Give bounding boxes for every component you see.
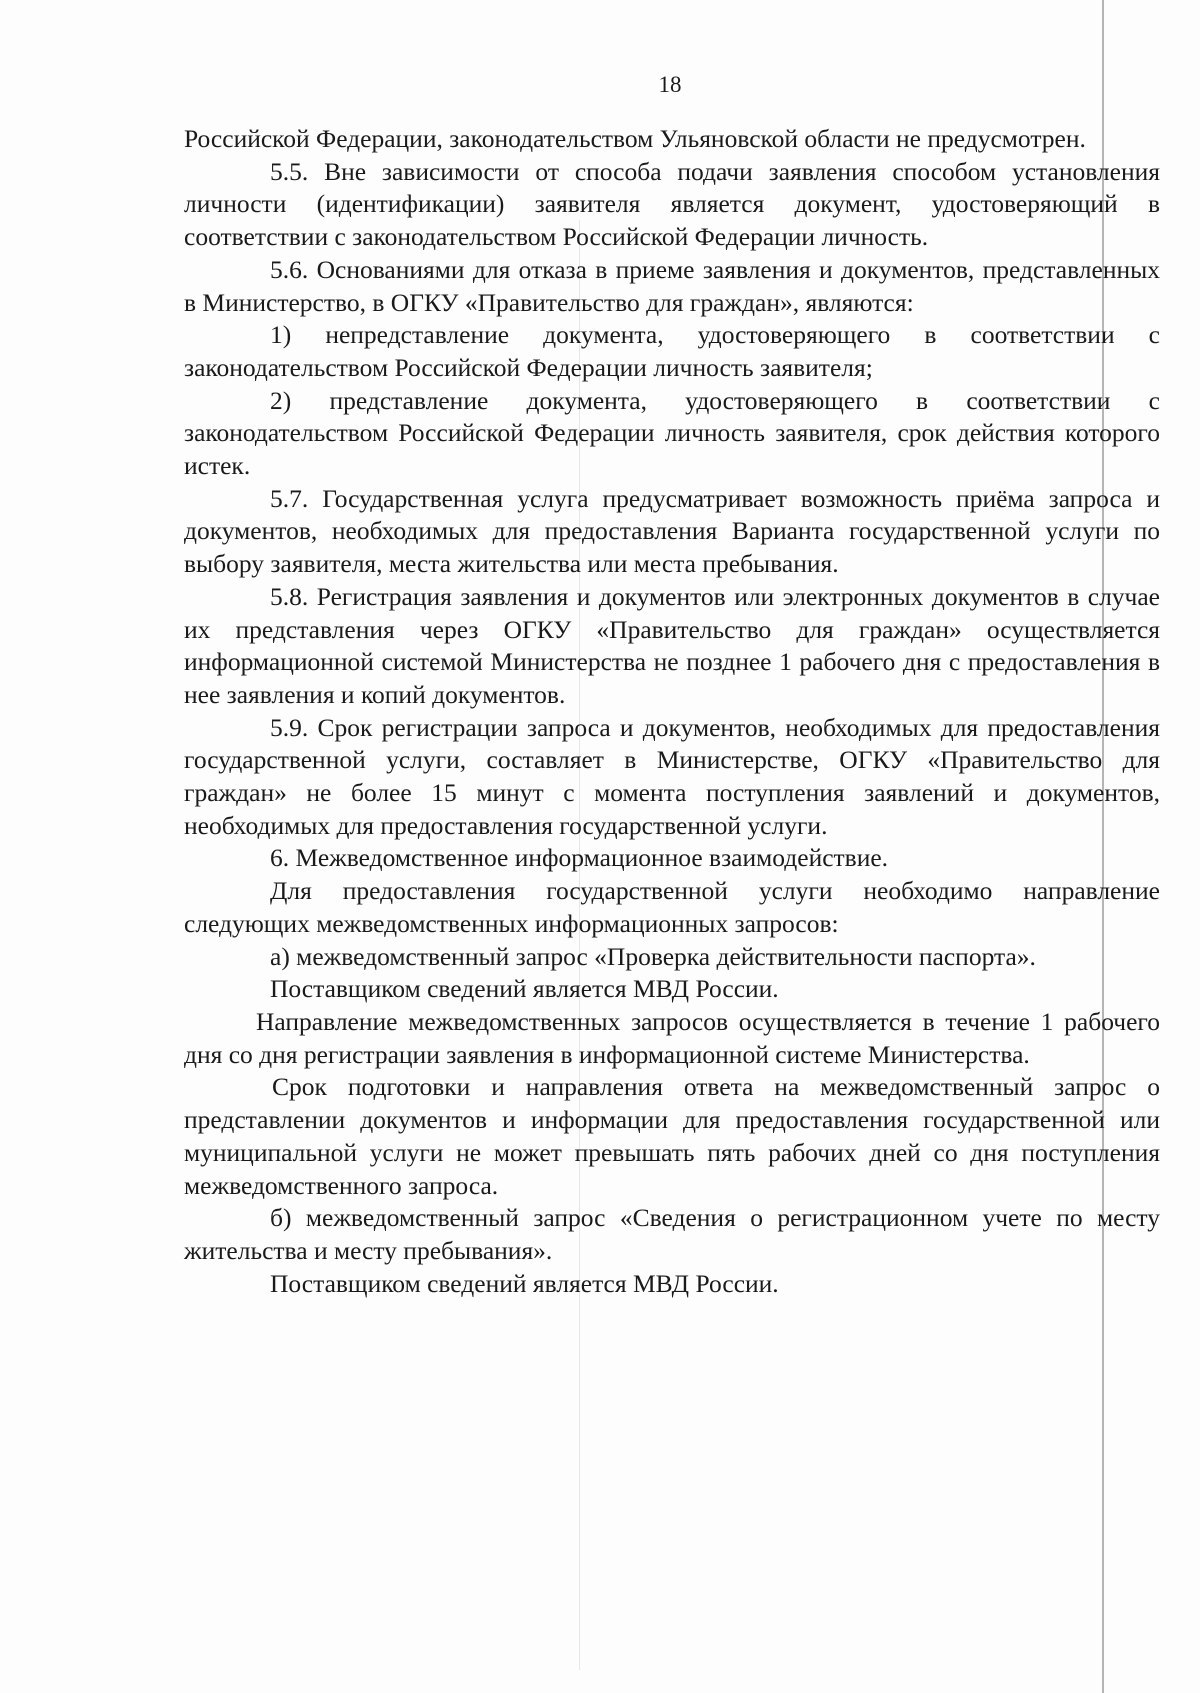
request-b: б) межведомственный запрос «Сведения о регистрационном учете по месту жительства и месту пребывания». [184, 1203, 1160, 1265]
paragraph-continuation: Российской Федерации, законодательством Ульяновской области не предусмотрен. [184, 124, 1086, 153]
paragraph-5-7: 5.7. Государственная услуга предусматривает возможность приёма запроса и документов, необходимых для предоставления Варианта государственной услуги по выбору заявителя, места жительства или места пребывания. [184, 483, 1160, 579]
list-item-1: 1) непредставление документа, удостоверяющего в соответствии с законодательством Российской Федерации личность заявителя; [184, 320, 1160, 382]
document-body [184, 123, 1160, 1300]
paragraph-response-timing: Срок подготовки и направления ответа на межведомственный запрос о представлении документов и информации для предоставления государственной или муниципальной услуги не может превышать пять рабочих дней со дня поступления межведомственного запроса. [184, 1072, 1160, 1200]
section-6-heading: 6. Межведомственное информационное взаимодействие. [270, 843, 889, 873]
provider-b: Поставщиком сведений является МВД России. [270, 1268, 779, 1298]
paragraph-request-timing: Направление межведомственных запросов осуществляется в течение 1 рабочего дня со дня регистрации заявления в информационной системе Министерства. [184, 1006, 1160, 1069]
paragraph-5-5: 5.5. Вне зависимости от способа подачи заявления способом установления личности (идентификации) заявителя является документ, удостоверяющий в соответствии с законодательством Российской Федерации личность. [184, 156, 1160, 252]
paragraph-5-8: 5.8. Регистрация заявления и документов или электронных документов в случае их представления через ОГКУ «Правительство для граждан» осуществляется информационной системой Министерства не позднее 1 рабочего дня с предоставления в нее заявления и копий документов. [184, 581, 1160, 709]
paragraph-5-6: 5.6. Основаниями для отказа в приеме заявления и документов, представленных в Министерство, в ОГКУ «Правительство для граждан», являются: [184, 254, 1160, 317]
list-item-2: 2) представление документа, удостоверяющего в соответствии с законодательством Российской Федерации личность заявителя, срок действия которого истек. [184, 385, 1160, 481]
paragraph-5-9: 5.9. Срок регистрации запроса и документов, необходимых для предоставления государственной услуги, составляет в Министерстве, ОГКУ «Правительство для граждан» не более 15 минут с момента поступления заявлений и документов, необходимых для предоставления государственной услуги. [184, 712, 1160, 840]
provider-a: Поставщиком сведений является МВД России. [270, 974, 779, 1004]
page-number: 18 [658, 72, 682, 97]
request-a: а) межведомственный запрос «Проверка действительности паспорта». [270, 941, 1036, 971]
paragraph-requests-intro: Для предоставления государственной услуги необходимо направление следующих межведомственных информационных запросов: [184, 876, 1160, 938]
